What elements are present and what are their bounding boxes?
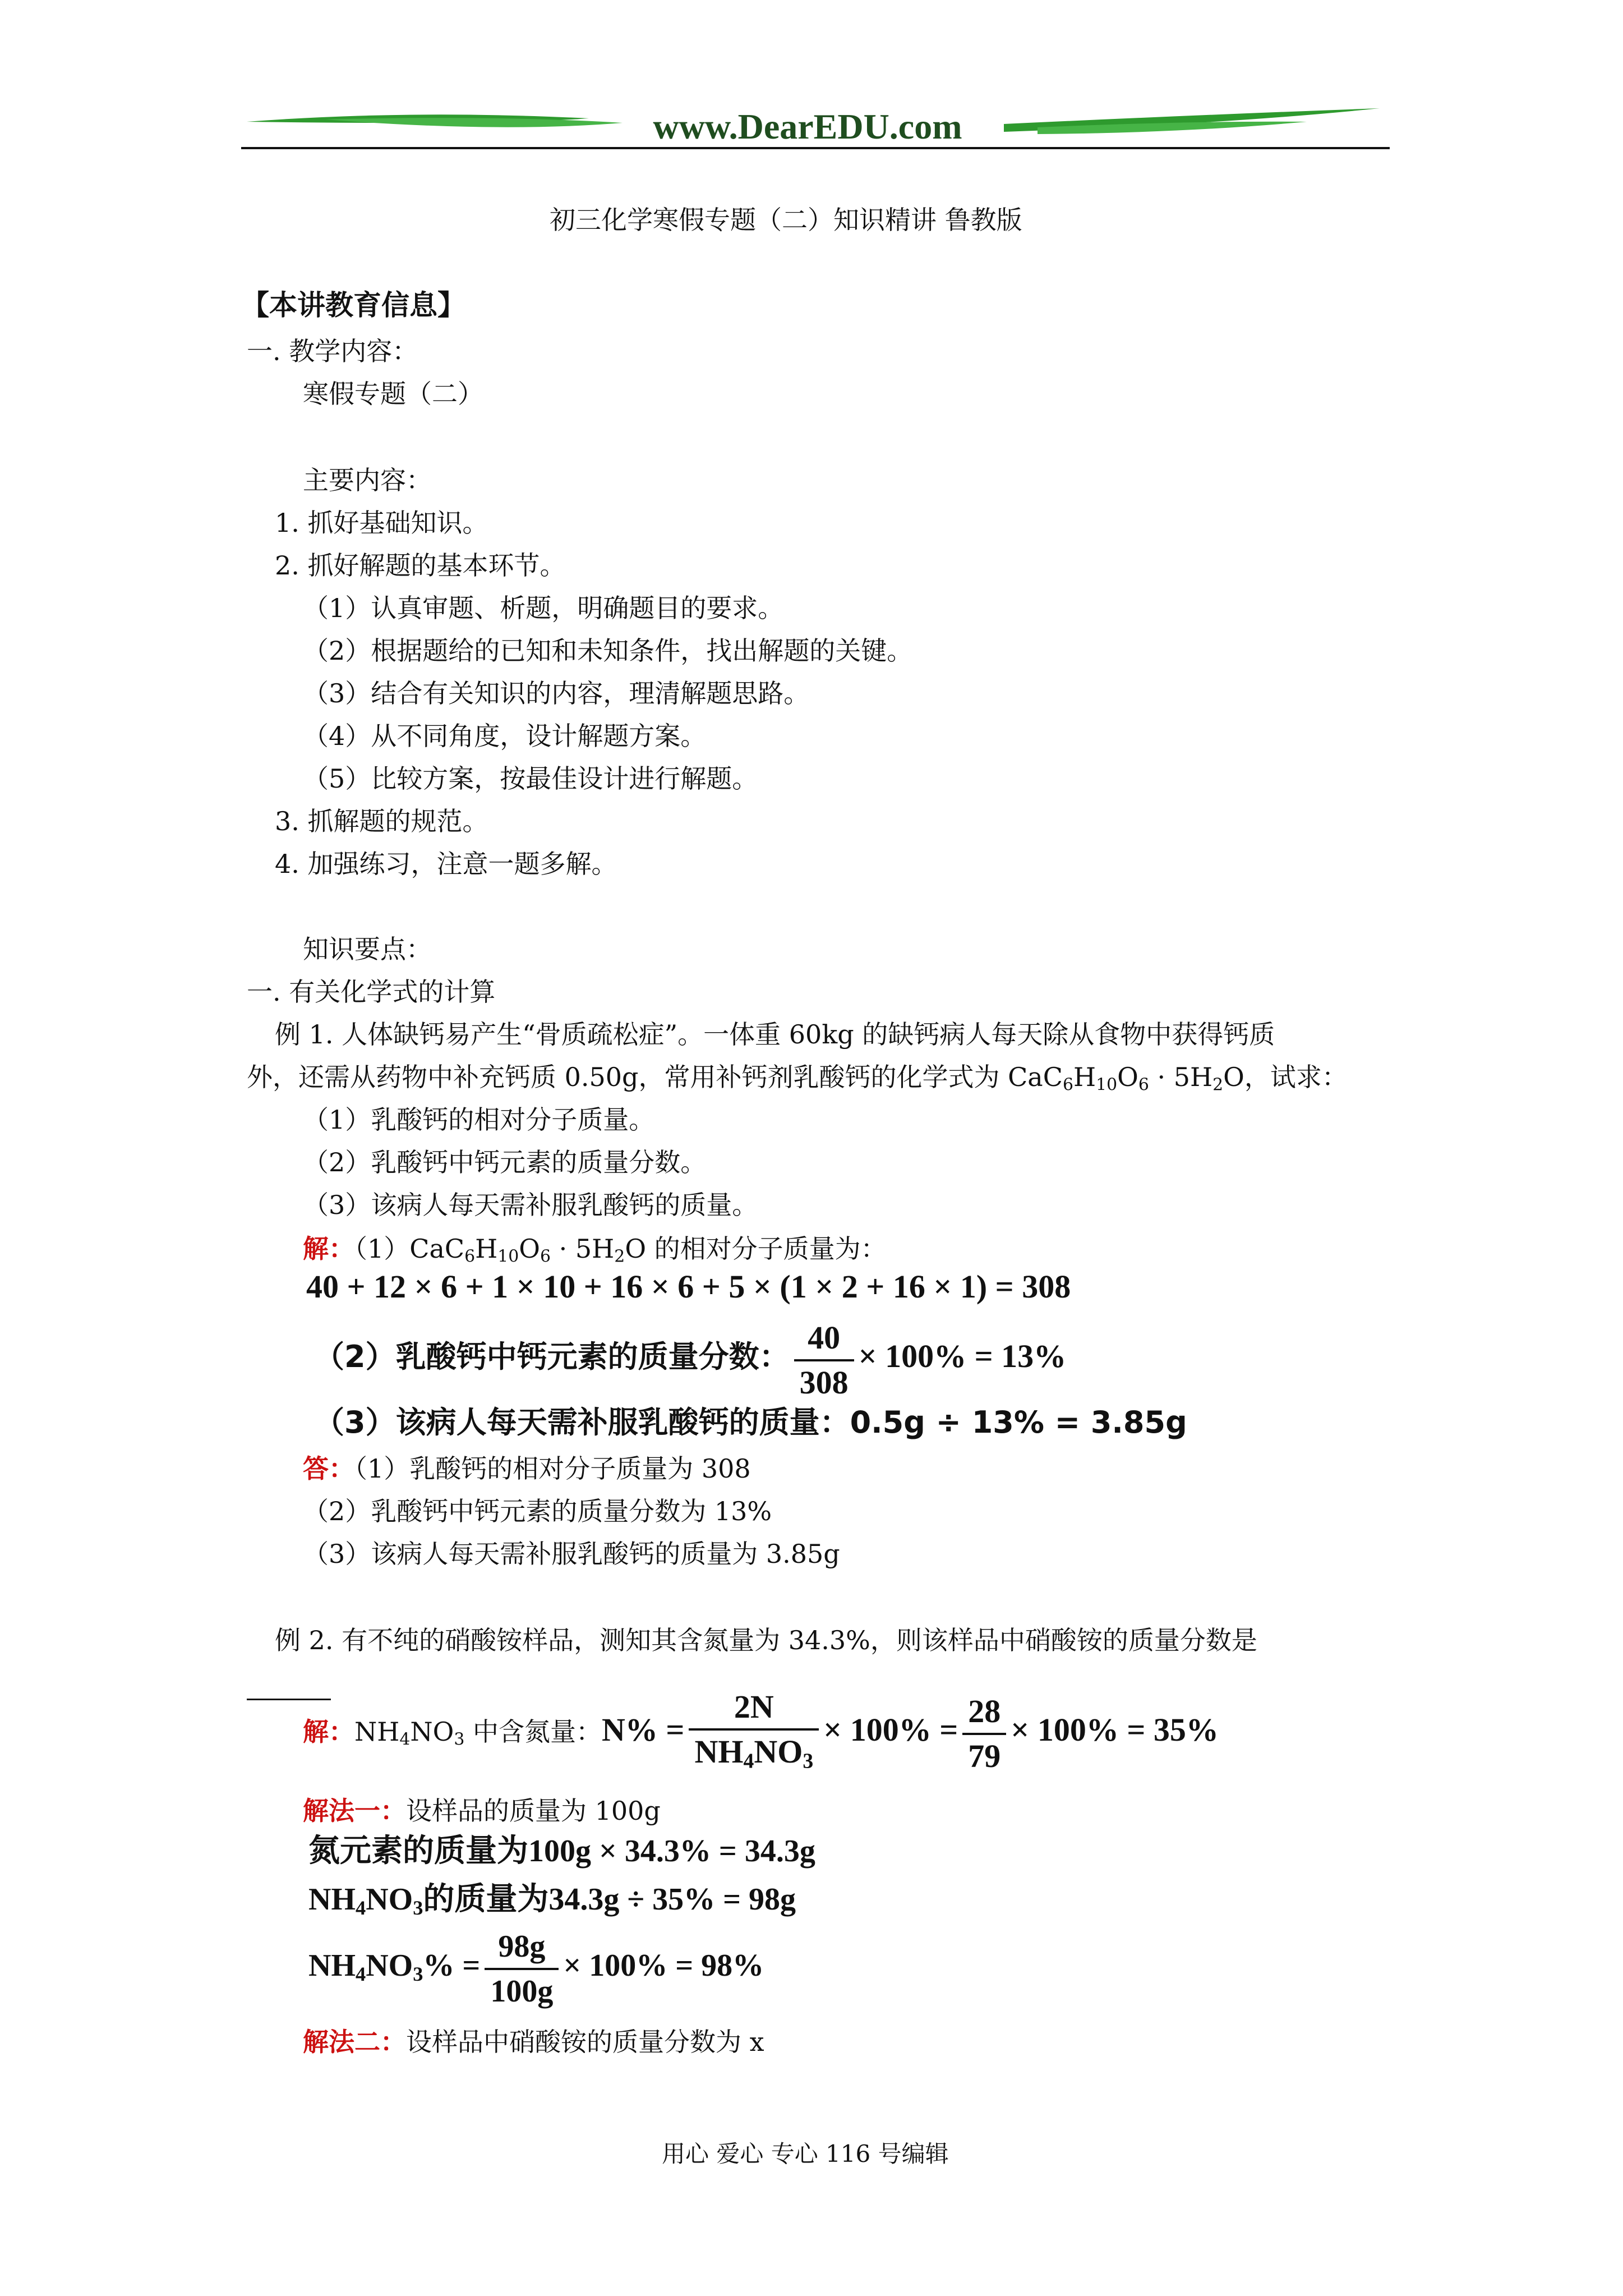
method2-line: [303, 2025, 764, 2059]
step-item: （1）认真审题、析题，明确题目的要求。: [303, 593, 784, 623]
method1-numerator: 98g: [485, 1926, 559, 1970]
frac-2n: [689, 1687, 819, 1781]
method1-text: 设样品的质量为 100g: [406, 1796, 661, 1826]
method1-fraction: [485, 1926, 559, 2012]
solution-label: 解：: [303, 1717, 354, 1747]
step-item: （5）比较方案，按最佳设计进行解题。: [303, 763, 758, 794]
answer-label: 答：: [303, 1453, 354, 1484]
solution2-intro: 解：$NH_4NO_3$ 中含氮量：N% = $\frac{2N}{NH_4NO_3}$ × 100% = $\frac{28}{79}$ × 100% = 35%: [303, 1685, 1219, 1780]
teaching-topic: 寒假专题（二）: [303, 379, 483, 409]
page-footer: 用心 爱心 专心 116 号编辑: [662, 2140, 949, 2168]
frac-28-numerator: 28: [962, 1691, 1006, 1735]
method1-eq2-tail: 的质量为34.3g ÷ 35% = 98g: [423, 1882, 796, 1917]
step-item: （2）根据题给的已知和未知条件，找出解题的关键。: [303, 636, 913, 666]
method1-line: [303, 1794, 661, 1828]
solution2-text: 中含氮量：: [473, 1717, 602, 1747]
frac-2n-numerator: 2N: [689, 1687, 819, 1731]
list-item: 2. 抓好解题的基本环节。: [275, 550, 566, 581]
question-item: （3）该病人每天需补服乳酸钙的质量。: [303, 1190, 758, 1220]
question-item: （1）乳酸钙的相对分子质量。: [303, 1105, 655, 1135]
frac-2n-denominator: $NH_4NO_3$: [694, 1733, 814, 1773]
eq2-numerator: 40: [794, 1318, 854, 1361]
solution1-a: （1）CaC: [354, 1234, 465, 1264]
method2-label: 解法二：: [303, 2027, 406, 2057]
nitrogen-symbol: N% =: [602, 1711, 685, 1748]
eq2-label: （2）乳酸钙中钙元素的质量分数：: [314, 1339, 790, 1374]
example1-line2-end: ，试求：: [1244, 1062, 1348, 1092]
list-item: 3. 抓解题的规范。: [275, 806, 488, 836]
method1-label: 解法一：: [303, 1796, 406, 1826]
frac-mid: × 100% =: [823, 1711, 958, 1748]
step-item: （3）结合有关知识的内容，理清解题思路。: [303, 678, 810, 708]
logo-text: www.DearEDU.com: [653, 107, 962, 146]
solution1-intro: 解：$(1)CaC_6H_{10}O_6 \cdot 5H_2O$ 的相对分子质量为：: [303, 1234, 887, 1267]
eq2-fraction: [794, 1318, 854, 1403]
question-item: （2）乳酸钙中钙元素的质量分数。: [303, 1147, 707, 1177]
answer-item: （3）该病人每天需补服乳酸钙的质量为 3.85g: [303, 1539, 840, 1569]
method1-denominator: 100g: [490, 1974, 554, 2009]
knowledge-subheading: 一. 有关化学式的计算: [247, 977, 496, 1007]
answer-item: （1）乳酸钙的相对分子质量为 308: [354, 1453, 751, 1484]
example1-line1: 例 1. 人体缺钙易产生“骨质疏松症”。一体重 60kg 的缺钙病人每天除从食物中获得钙质: [275, 1019, 1275, 1050]
example1-line2: 外，还需从药物中补充钙质 0.50g，常用补钙剂乳酸钙的化学式为 $CaC_6H_{10}O_6 \cdot 5H_2O$，试求：: [247, 1062, 1348, 1095]
frac-28-79: [962, 1691, 1006, 1777]
answer-item: （2）乳酸钙中钙元素的质量分数为 13%: [303, 1496, 772, 1526]
eq2-denominator: 308: [799, 1364, 849, 1401]
solution1-b: 的相对分子质量为：: [646, 1234, 887, 1264]
header-rule: [241, 147, 1390, 149]
frac-tail: × 100% = 35%: [1011, 1711, 1219, 1748]
solution-label: 解：: [303, 1234, 354, 1264]
page-title: 初三化学寒假专题（二）知识精讲 鲁教版: [550, 205, 1022, 235]
main-content-label: 主要内容：: [303, 465, 432, 495]
list-item: 1. 抓好基础知识。: [275, 508, 488, 538]
site-logo: [241, 98, 1385, 160]
eq2-tail: × 100% = 13%: [858, 1338, 1067, 1374]
knowledge-label: 知识要点：: [303, 934, 432, 964]
method1-eq1: 氮元素的质量为100g × 34.3% = 34.3g: [308, 1834, 815, 1869]
equation-mass-fraction: [314, 1312, 1066, 1401]
method1-eq3-tail: × 100% = 98%: [563, 1948, 764, 1983]
step-item: （4）从不同角度，设计解题方案。: [303, 721, 707, 751]
method1-eq2: $NH_4NO_3$的质量为34.3g ÷ 35% = 98g: [308, 1882, 796, 1920]
example2-line1: 例 2. 有不纯的硝酸铵样品，测知其含氮量为 34.3%，则该样品中硝酸铵的质量分数是: [275, 1625, 1257, 1655]
equation-daily-dose: （3）该病人每天需补服乳酸钙的质量：0.5g ÷ 13% = 3.85g: [314, 1405, 1187, 1440]
list-item: 4. 加强练习，注意一题多解。: [275, 849, 617, 879]
example1-line2-start: 外，还需从药物中补充钙质 0.50g，常用补钙剂乳酸钙的化学式为 CaC: [247, 1062, 1063, 1092]
section-heading: 【本讲教育信息】: [241, 288, 465, 321]
teaching-label: 一. 教学内容：: [247, 336, 418, 366]
method2-text: 设样品中硝酸铵的质量分数为 x: [406, 2027, 764, 2057]
method1-eq3: $NH_4NO_3\%$ = $\frac{98g}{100g}$ × 100% = 98%: [308, 1921, 764, 2016]
equation-molar-mass: 40 + 12 × 6 + 1 × 10 + 16 × 6 + 5 × (1 × 2 + 16 × 1) = 308: [306, 1268, 1071, 1305]
answer1-line: [303, 1452, 751, 1485]
frac-79-denominator: 79: [968, 1738, 1001, 1774]
